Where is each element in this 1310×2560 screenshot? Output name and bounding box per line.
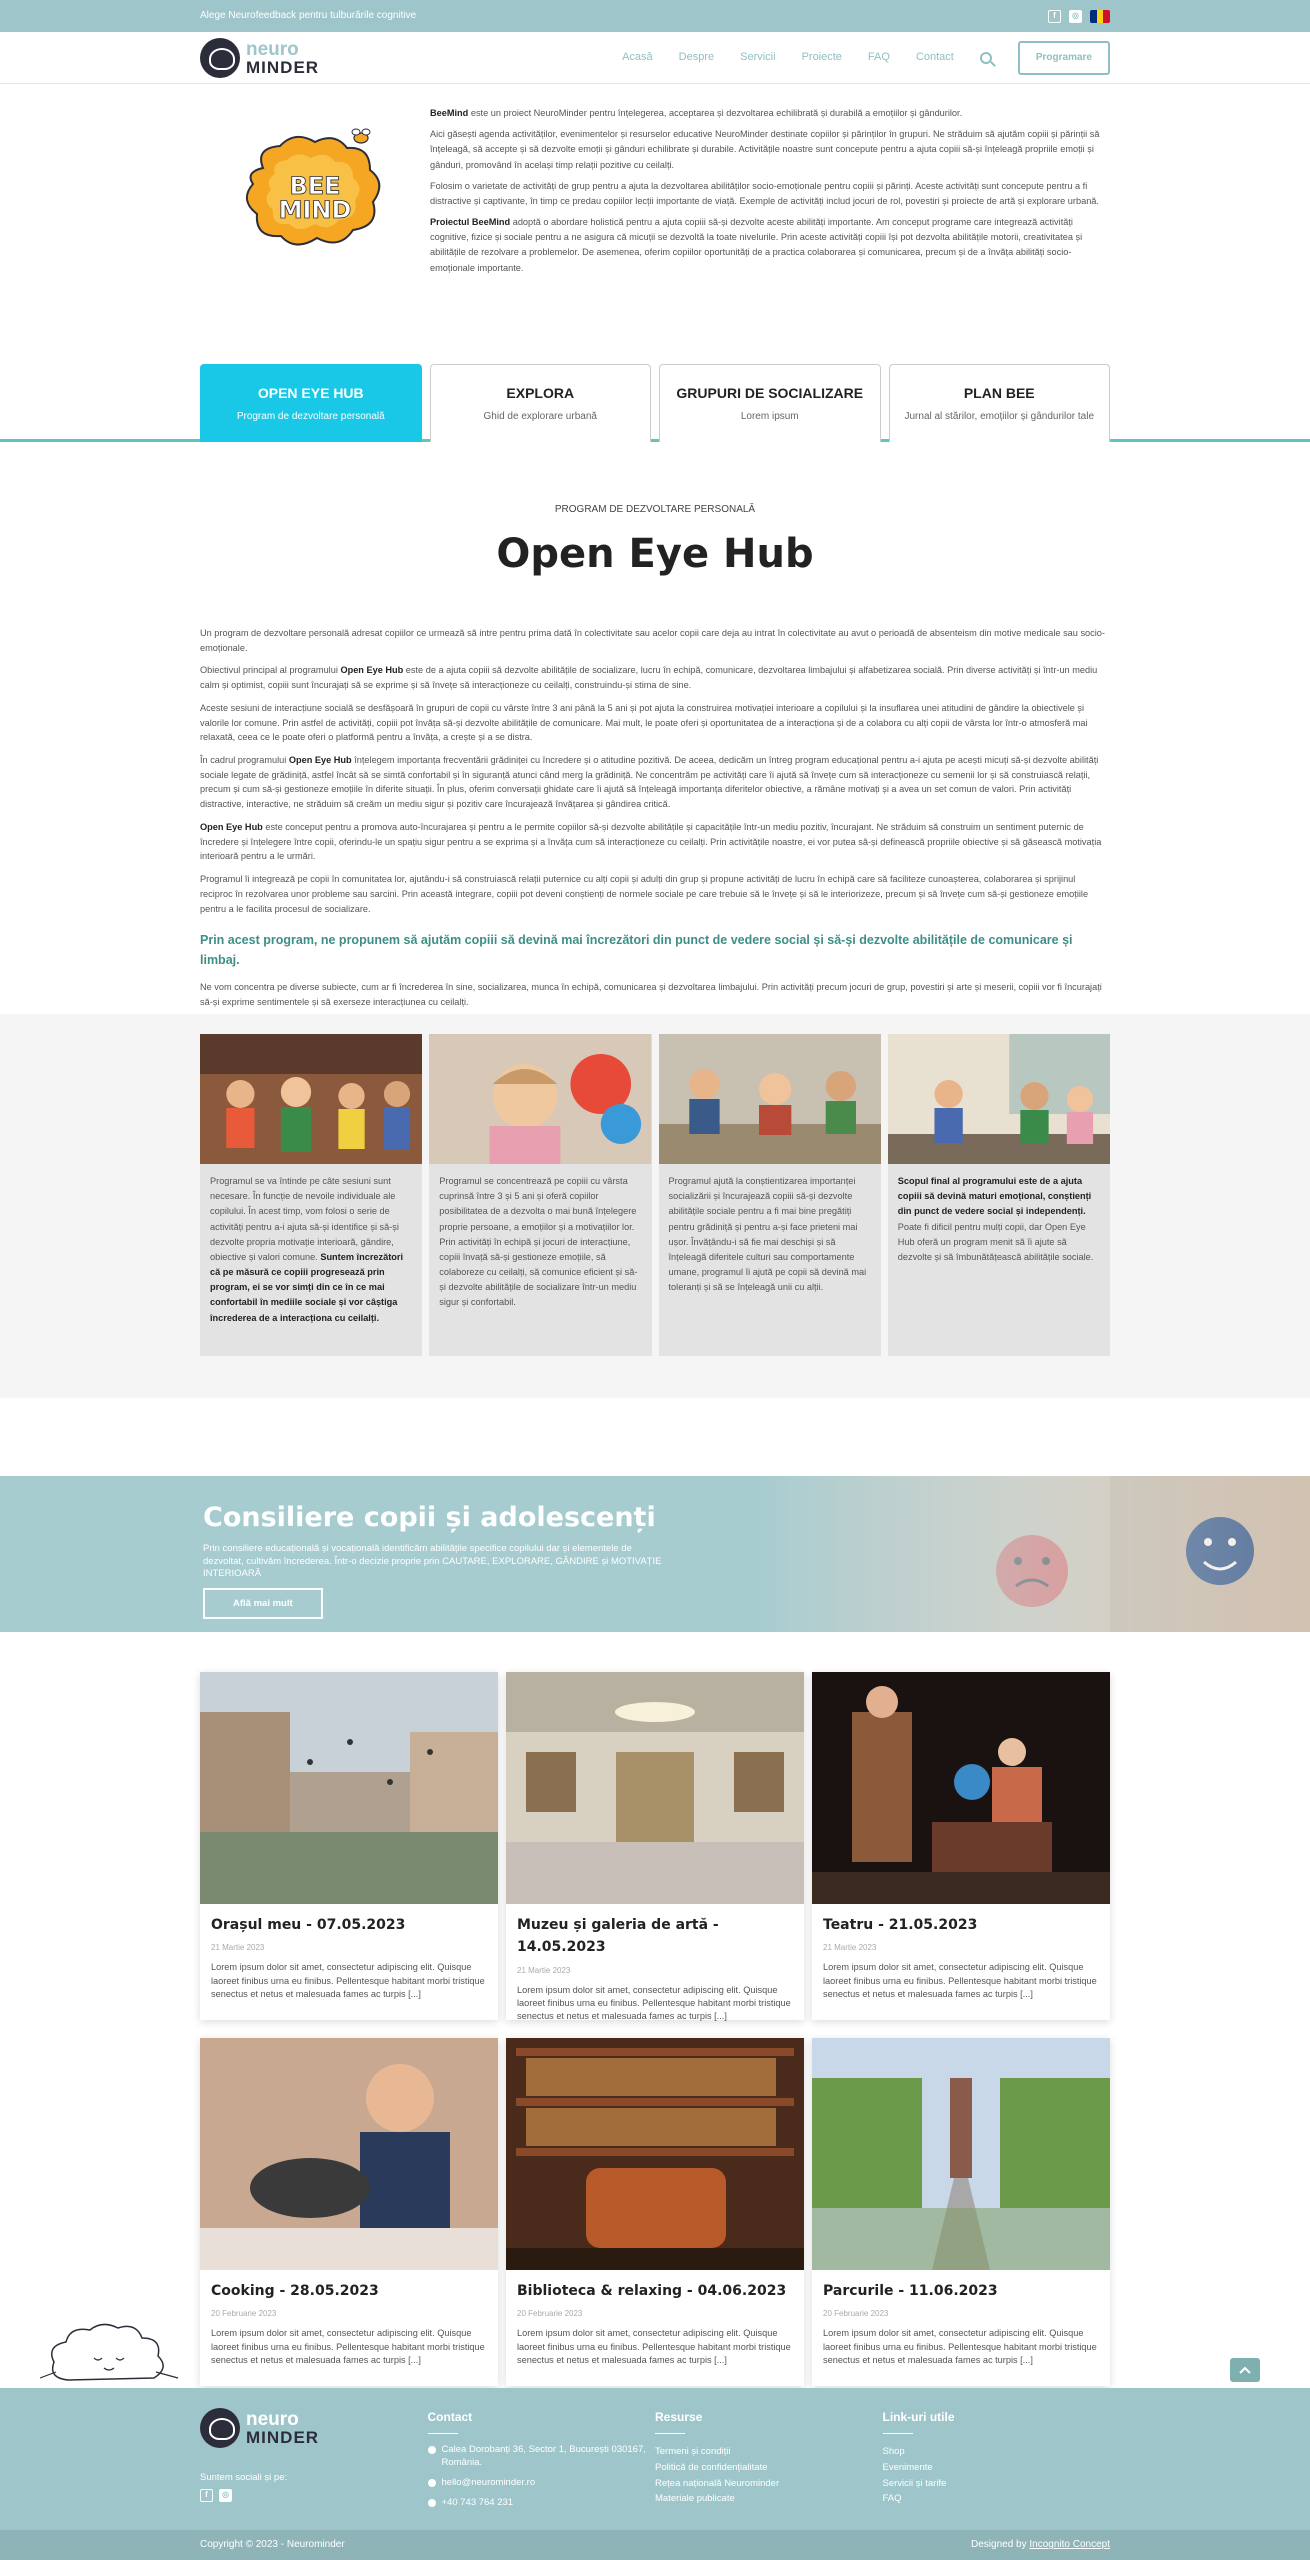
instagram-icon[interactable]: ◎ — [1069, 10, 1082, 23]
tab-open-eye-hub[interactable] — [200, 364, 422, 442]
top-icons — [1048, 10, 1110, 23]
facebook-icon[interactable]: f — [200, 2489, 213, 2502]
envelope-icon — [428, 2479, 436, 2487]
nav-proiecte[interactable]: Proiecte — [801, 51, 842, 64]
tab-title: GRUPURI DE SOCIALIZARE — [676, 385, 864, 402]
romania-flag-icon[interactable] — [1090, 10, 1110, 23]
program-card-text: Scopul final al programului este de a ajuta copiii să devină maturi emoțional, conștienți din punct de vedere social și independenți. Poate fi dificil pentru mulți copii, dar Open Eye Hub oferă un program menit să îi ajute să dezvolte și să îmbunătățească abilitățile sociale. — [897, 1176, 1094, 1262]
beemind-logo — [200, 106, 430, 282]
event-card[interactable] — [506, 2038, 804, 2386]
scroll-to-top-button[interactable] — [1230, 2358, 1260, 2382]
chevron-up-icon — [1239, 2366, 1251, 2374]
intro-paragraph-1: BeeMind este un proiect NeuroMinder pentru înțelegerea, acceptarea și dezvoltarea echilibrată și durabilă a emoțiilor și gândurilor. — [430, 108, 963, 118]
facebook-icon[interactable]: f — [1048, 10, 1061, 23]
tab-grupuri-de-socializare[interactable] — [659, 364, 881, 442]
banner-subtitle: Prin consiliere educațională și vocațională identificăm abilitățile specifice copilului dar și elementele de dezvoltat, cultivăm încrederea. Într-o decizie proprie prin CAUTARE, EXPLORARE, GÂNDIRE și MOTIVAȚIE INTERIOARĂ — [203, 1543, 662, 1579]
hub-highlight: Prin acest program, ne propunem să ajutăm copiii să devină mai încrezători din punct de vedere social și să-și dezvolte abilitățile de comunicare și limbaj. — [200, 933, 1073, 968]
designed-by: Designed by Incognito Concept — [971, 2539, 1110, 2550]
event-date: 21 Martie 2023 — [211, 1943, 265, 1953]
intro-text — [430, 106, 1110, 282]
nav-contact[interactable]: Contact — [915, 51, 954, 64]
main-nav — [622, 49, 992, 67]
intro-paragraph-4: Proiectul BeeMind adoptă o abordare holistică pentru a ajuta copiii să-și dezvolte aceste abilități importante. Am conceput programe care integrează activități cognitive, fizice și sociale pentru a ne asigura că micuții se dezvoltă la toate nivelurile. Prin aceste activități copiii își pot dezvolta abilitățile motorii, creativitatea și abilitățile de rezolvare a problemelor. De asemenea, oferim copiilor oportunități de a practica colaborarea și comunicarea, precum și de a învăța abilități socio-emoționale importante. — [430, 217, 1083, 273]
site-footer — [0, 2388, 1310, 2530]
hub-kicker: PROGRAM DE DEZVOLTARE PERSONALĂ — [554, 504, 756, 515]
park-alley-image — [812, 2038, 1110, 2270]
event-excerpt: Lorem ipsum dolor sit amet, consectetur adipiscing elit. Quisque laoreet finibus urna eu finibus. Pellentesque habitant morbi tristique senectus et netus et malesuada fames ac turpis [...] — [823, 1962, 1097, 1999]
beemind-logo-bee: BEE — [289, 172, 341, 200]
beemind-logo-mind: MIND — [278, 196, 352, 224]
footer-email[interactable]: hello@neurominder.ro — [441, 2476, 536, 2488]
footer-link-confidentialitate[interactable]: Politică de confidențialitate — [655, 2461, 768, 2473]
open-eye-hub-section — [0, 442, 1310, 1014]
event-excerpt: Lorem ipsum dolor sit amet, consectetur adipiscing elit. Quisque laoreet finibus urna eu finibus. Pellentesque habitant morbi tristique senectus et netus et malesuada fames ac turpis [...] — [211, 2328, 485, 2365]
program-tabs — [0, 356, 1310, 442]
beemind-intro — [0, 84, 1310, 356]
afla-mai-mult-button[interactable]: Află mai mult — [203, 1588, 323, 1619]
copyright-bar — [0, 2530, 1310, 2560]
event-date: 21 Martie 2023 — [517, 1965, 571, 1975]
event-card[interactable] — [812, 1672, 1110, 2020]
library-armchair-image — [506, 2038, 804, 2270]
cloud-mascot-illustration — [38, 2320, 188, 2390]
tab-title: PLAN BEE — [963, 385, 1035, 402]
hub-paragraph-3: Aceste sesiuni de interacțiune socială se desfășoară în grupuri de copii cu vârste între 3 ani până la 5 ani și pot ajuta la construirea motivației interioare a copilului și la insuflarea unei atitudini de gândire la obiectivele și valorile lor comune. Prin astfel de activități, copiii pot învăța să-și dezvolte abilitățile de comunicare. Mai mult, le poate oferi și oportunitatea de a interacționa și de a colabora cu alți copii de vârsta lor într-o atmosferă mai relaxată, ceea ce le poate oferi o platformă pentru a învăța, a crește și a se distra. — [200, 702, 1088, 743]
kids-table-image — [659, 1034, 881, 1164]
program-cards-section — [0, 1014, 1310, 1398]
tab-plan-bee[interactable] — [889, 364, 1111, 442]
tab-subtitle: Lorem ipsum — [740, 410, 799, 422]
event-title[interactable]: Teatru - 21.05.2023 — [823, 1917, 978, 1933]
event-title[interactable]: Biblioteca & relaxing - 04.06.2023 — [517, 2283, 787, 2299]
location-pin-icon — [428, 2446, 436, 2454]
beemind-logo-graphic — [235, 128, 395, 258]
footer-links-column — [883, 2408, 1111, 2518]
event-title[interactable]: Muzeu și galeria de artă - 14.05.2023 — [517, 1917, 719, 1956]
logo-text-minder: MINDER — [246, 58, 320, 77]
tab-title: EXPLORA — [506, 385, 575, 402]
programare-button[interactable]: Programare — [1018, 41, 1110, 75]
tab-subtitle: Program de dezvoltare personală — [236, 410, 385, 422]
event-card[interactable] — [812, 2038, 1110, 2386]
event-excerpt: Lorem ipsum dolor sit amet, consectetur adipiscing elit. Quisque laoreet finibus urna eu finibus. Pellentesque habitant morbi tristique senectus et netus et malesuada fames ac turpis [...] — [211, 1962, 485, 1999]
nav-servicii[interactable]: Servicii — [740, 51, 776, 64]
brain-logo-icon — [200, 2408, 240, 2448]
tab-subtitle: Ghid de explorare urbană — [483, 410, 597, 422]
nav-acasa[interactable]: Acasă — [622, 51, 653, 64]
program-card-text: Programul se va întinde pe câte sesiuni sunt necesare. În funcție de nevoile individuale ale copilului. În acest timp, vom folosi o serie de activități pentru a-i ajuta să-și identifice și să-și dezvolte propria motivație interioară, gândire, obiective și valori comune. Suntem încrezători că pe măsură ce copiii progresează prin program, ei se vor simți din ce în ce mai confortabil în mediile sociale și vor câștiga încrederea de a interacționa cu ceilalți. — [210, 1176, 404, 1323]
footer-social-label: Suntem sociali și pe: — [200, 2472, 288, 2483]
footer-logo[interactable] — [200, 2408, 428, 2448]
brain-logo-icon — [200, 38, 240, 78]
footer-resources-title: Resurse — [655, 2410, 703, 2424]
museum-hall-image — [506, 1672, 804, 1904]
footer-brand-column — [200, 2408, 428, 2518]
event-date: 20 Februarie 2023 — [823, 2309, 889, 2319]
event-title[interactable]: Parcurile - 11.06.2023 — [823, 2283, 998, 2299]
copyright-text: Copyright © 2023 - Neurominder — [200, 2539, 345, 2550]
footer-address: Calea Dorobanți 36, Sector 1, București 030167, România. — [441, 2444, 646, 2468]
site-header — [0, 32, 1310, 84]
event-date: 21 Martie 2023 — [823, 1943, 877, 1953]
intro-paragraph-2: Aici găsești agenda activităților, evenimentelor și resurselor educative NeuroMinder destinate copiilor și părinților în grupuri. Ne străduim să ajutăm copiii și părinții să înțeleagă, să accepte și să dezvolte emoții și gânduri echilibrate și durabile. Activitățile noastre sunt concepute pentru a ajuta copiii să-și înțeleagă propriile emoții și gânduri, promovând în același timp relații pozitive cu ceilalți. — [430, 129, 1100, 170]
logo-text-neuro: neuro — [246, 2409, 299, 2430]
hub-paragraph-5: Open Eye Hub este conceput pentru a promova auto-încurajarea și pentru a le permite copiilor să-și dezvolte abilitățile și capacitățile într-un mediu pozitiv, încurajant. Ne străduim să construim un sentiment puternic de încredere și înțelegere între copii, oferindu-le un spațiu sigur pentru a se exprima și a învăța cum să interacționeze cu ceilalți. Prin activitățile noastre, ei vor putea să-și definească propriile obiective și să găsească motivația interioară pentru a le urmări. — [200, 821, 1102, 862]
event-title[interactable]: Cooking - 28.05.2023 — [211, 2283, 379, 2299]
event-excerpt: Lorem ipsum dolor sit amet, consectetur adipiscing elit. Quisque laoreet finibus urna eu finibus. Pellentesque habitant morbi tristique senectus et netus et malesuada fames ac turpis [...] — [517, 2328, 791, 2365]
program-card — [659, 1034, 881, 1356]
footer-link-evenimente[interactable]: Evenimente — [882, 2461, 933, 2473]
search-icon[interactable] — [980, 52, 992, 64]
hub-paragraph-2: Obiectivul principal al programului Open Eye Hub este de a ajuta copiii să dezvolte abilitățile de socializare, lucru în echipă, comunicare, dezvoltarea limbajului și alfabetizarea socială. Prin diverse activități și într-un mediu calm și optimist, copiii sunt încurajați să se exprime și să învețe să interacționeze cu ceilalți, construindu-și stima de sine. — [200, 665, 1098, 691]
hub-title: Open Eye Hub — [496, 531, 814, 577]
footer-link-materiale[interactable]: Materiale publicate — [655, 2493, 735, 2505]
kid-cooking-image — [200, 2038, 498, 2270]
program-card-text: Programul ajută la conștientizarea importanței socializării și încurajează copiii să-și dezvolte abilitățile sociale pentru a fi mai bine pregătiți pentru grădiniță și pentru a-și face prieteni mai ușor. Învățându-i să fie mai deschiși și să înțeleagă diferitele culturi sau comportamente umane, programul îi ajută pe copii să devină mai toleranți și să se înțeleagă unii cu alții. — [668, 1176, 867, 1293]
events-section — [0, 1632, 1310, 2447]
top-bar — [0, 0, 1310, 32]
event-card[interactable] — [200, 1672, 498, 2020]
footer-link-servicii[interactable]: Servicii și tarife — [882, 2477, 947, 2489]
hub-paragraph-6: Programul îi integrează pe copii în comunitatea lor, ajutându-i să construiască relații puternice cu alți copii și adulți din grup și propune activități de lucru în echipă care să faciliteze cunoașterea, colaborarea și sprijinul reciproc în rezolvarea unor probleme sau sarcini. Prin această integrare, copiii pot deveni conștienți de normele sociale pe care trebuie să le învețe și să le interiorizeze, precum și să învețe cum să-și gestioneze emoțiile pentru a le facilita procesul de socializare. — [200, 874, 1089, 914]
footer-link-faq[interactable]: FAQ — [882, 2493, 902, 2505]
footer-phone[interactable]: +40 743 764 231 — [441, 2497, 514, 2509]
site-logo[interactable] — [200, 38, 319, 78]
footer-contact-column — [428, 2408, 656, 2518]
tab-title: OPEN EYE HUB — [257, 385, 364, 402]
tab-explora[interactable] — [430, 364, 652, 442]
logo-text-minder: MINDER — [246, 2428, 320, 2447]
designer-link[interactable]: Incognito Concept — [1029, 2539, 1110, 2550]
phone-icon — [428, 2499, 436, 2507]
program-card — [429, 1034, 651, 1356]
event-card[interactable] — [506, 1672, 804, 2020]
toddler-playing-image — [429, 1034, 651, 1164]
footer-link-shop[interactable]: Shop — [882, 2446, 905, 2458]
top-tagline: Alege Neurofeedback pentru tulburările cognitive — [200, 10, 417, 21]
tab-subtitle: Jurnal al stărilor, emoțiilor și gândurilor tale — [904, 410, 1095, 422]
hub-paragraph-7: Ne vom concentra pe diverse subiecte, cum ar fi încrederea în sine, socializarea, munca în echipă, comunicarea și dezvoltarea limbajului. Prin activități precum jocuri de grup, povestiri și arte și meserii, copiii vor fi încurajați să-și exprime sentimentele și să exerseze interacțiunea cu ceilalți. — [200, 982, 1102, 1007]
hub-paragraph-1: Un program de dezvoltare personală adresat copiilor ce urmează să intre pentru prima dată în colectivitate sau acelor copii care deja au intrat în colectivitate au avut o perioadă de absenteism din motive medicale sau socio-emoționale. — [200, 628, 1105, 653]
theatre-stage-image — [812, 1672, 1110, 1904]
counseling-banner — [0, 1476, 1310, 1632]
instagram-icon[interactable]: ◎ — [219, 2489, 232, 2502]
footer-link-termeni[interactable]: Termeni și condiții — [655, 2446, 731, 2458]
event-excerpt: Lorem ipsum dolor sit amet, consectetur adipiscing elit. Quisque laoreet finibus urna eu finibus. Pellentesque habitant morbi tristique senectus et netus et malesuada fames ac turpis [...] — [823, 2328, 1097, 2365]
footer-links-title: Link-uri utile — [882, 2410, 955, 2424]
event-date: 20 Februarie 2023 — [211, 2309, 277, 2319]
footer-contact-title: Contact — [427, 2410, 473, 2424]
city-canal-image — [200, 1672, 498, 1904]
hub-paragraph-4: În cadrul programului Open Eye Hub înțelegem importanța frecventării grădiniței cu încredere și o atitudine pozitivă. De aceea, dedicăm un întreg program educațional pentru a-i ajuta pe acești micuți să-și dezvolte abilități sociale legate de grădiniță, astfel încât să se simtă confortabil și în siguranță atunci când merg la grădiniță. Ne concentrăm pe activități care îi ajută să învețe cum să interacționeze cu semenii lor și să construiască relații, precum și cum să-și gestioneze emoțiile în diferite situații. În plus, oferim conversații ghidate care îi ajută să înțeleagă importanța diferitelor obiective, a rămâne motivați și a avea un set comun de valori. Prin activități distractive, interactive, ne străduim să creăm un mediu sigur și pozitiv care încurajează învățarea și gândirea critică. — [200, 755, 1099, 810]
program-card — [888, 1034, 1110, 1356]
logo-text-neuro: neuro — [246, 39, 299, 60]
nav-faq[interactable]: FAQ — [867, 51, 890, 64]
event-date: 20 Februarie 2023 — [517, 2309, 583, 2319]
program-card-text: Programul se concentrează pe copiii cu vârsta cuprinsă între 3 și 5 ani și oferă copiilor posibilitatea de a dezvolta o mai bună înțelegere proprie persoane, a emoțiilor și a motivațiilor lor. Prin activități în echipă și jocuri de interacțiune, copiii învață să-și gestioneze emoțiile, să colaboreze cu ceilalți, să comunice eficient și să-și dezvolte abilitățile de socializare într-un mediu sigur și confortabil. — [439, 1176, 638, 1308]
children-classroom-image — [200, 1034, 422, 1164]
banner-title: Consiliere copii și adolescenți — [203, 1502, 656, 1533]
program-card — [200, 1034, 422, 1356]
footer-resources-column — [655, 2408, 883, 2518]
footer-link-retea[interactable]: Rețea națională Neurominder — [655, 2477, 780, 2489]
children-reading-image — [888, 1034, 1110, 1164]
nav-despre[interactable]: Despre — [678, 51, 715, 64]
event-excerpt: Lorem ipsum dolor sit amet, consectetur adipiscing elit. Quisque laoreet finibus urna eu finibus. Pellentesque habitant morbi tristique senectus et netus et malesuada fames ac turpis [...] — [517, 1984, 791, 2022]
event-card[interactable] — [200, 2038, 498, 2386]
intro-paragraph-3: Folosim o varietate de activități de grup pentru a ajuta la dezvoltarea abilităților socio-emoționale pentru copiii și părinți. Aceste activități sunt concepute pentru a fi distractive și captivante, în timp ce predau copiilor lecții importante de viață. Exemple de activități includ jocuri de rol, povestiri și proiecte de artă și explorare urbană. — [430, 180, 1099, 206]
event-title[interactable]: Orașul meu - 07.05.2023 — [211, 1917, 406, 1933]
